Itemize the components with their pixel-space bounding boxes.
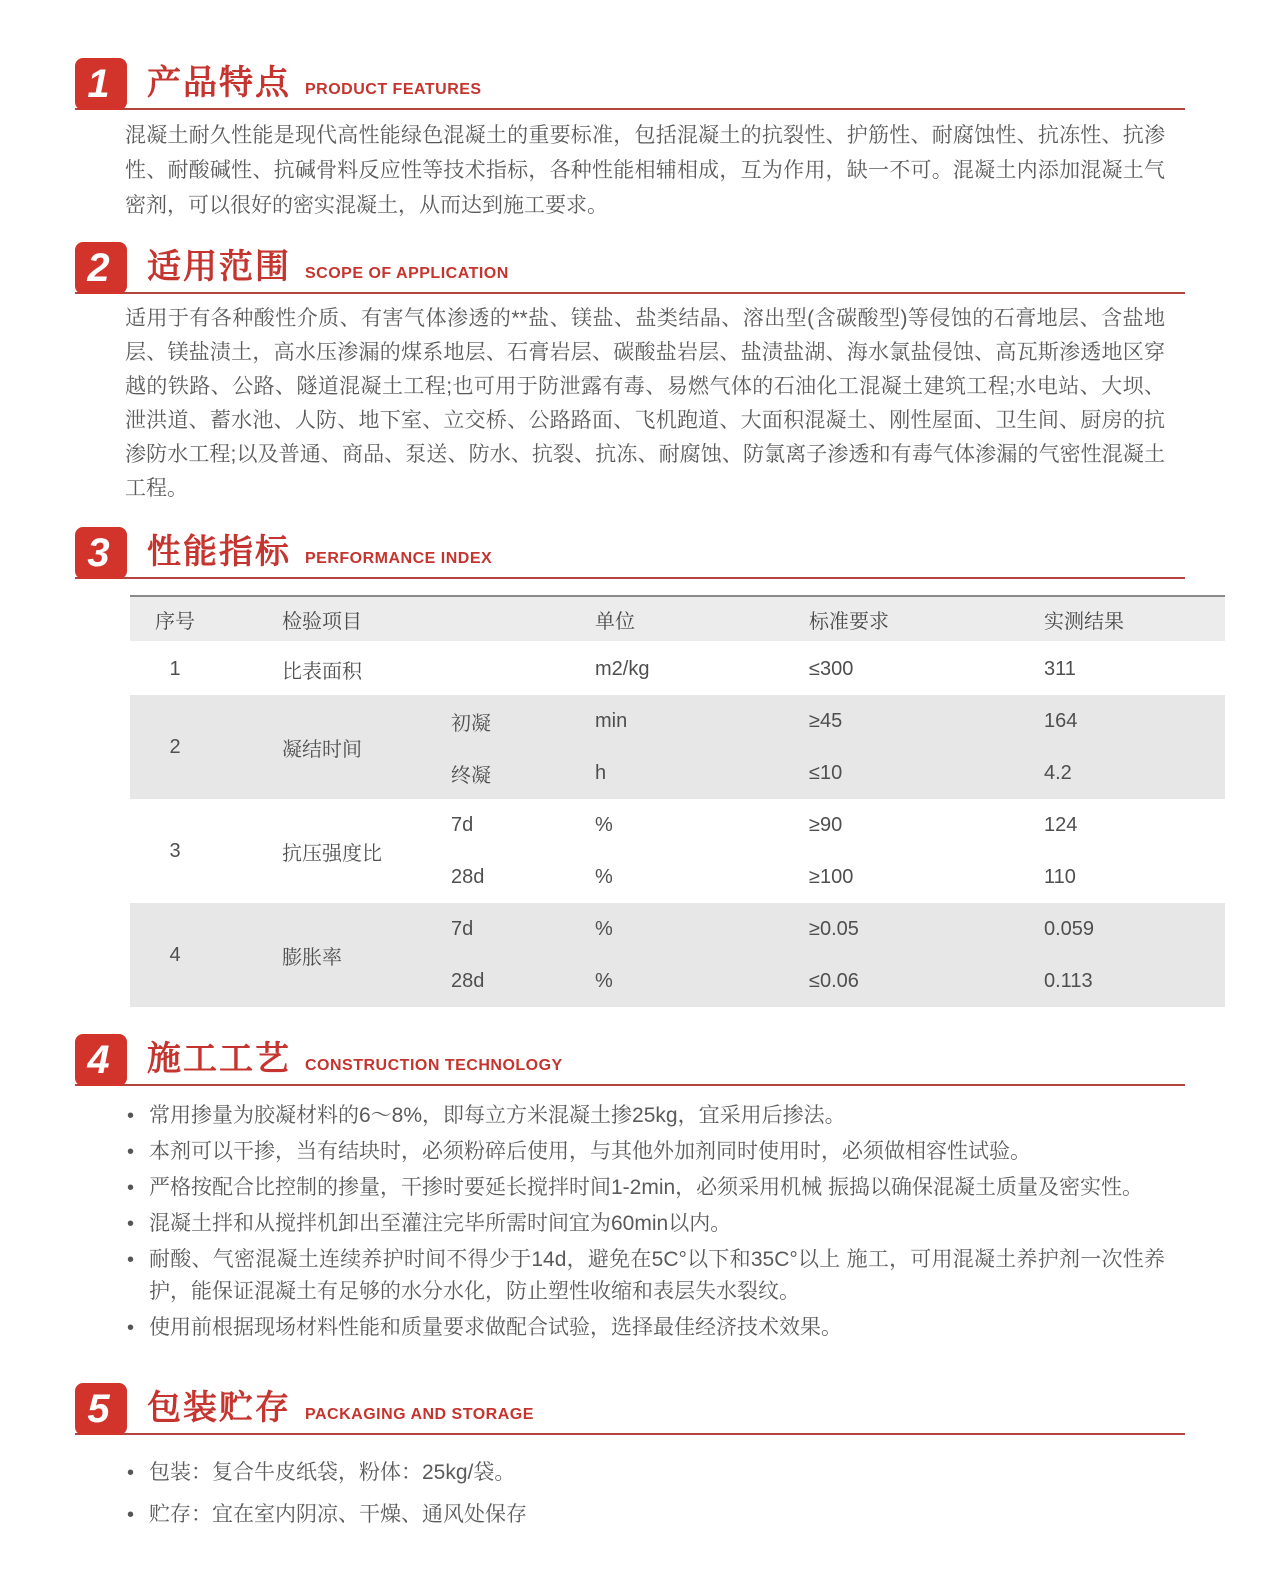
section-performance-index <box>75 524 1185 1007</box>
section-number-badge <box>75 242 127 294</box>
bullet-icon: • <box>127 1141 135 1163</box>
cell-sub: 初凝 <box>445 695 585 747</box>
col-header-result: 实测结果 <box>1000 596 1225 642</box>
cell-unit: % <box>595 813 613 836</box>
section-paragraph: 适用于有各种酸性介质、有害气体渗透的**盐、镁盐、盐类结晶、溶出型(含碳酸型)等侵蚀的石膏地层、含盐地层、镁盐渍土，高水压渗漏的煤系地层、石膏岩层、碳酸盐岩层、盐渍盐湖、海水氯盐侵蚀、高瓦斯渗透地区穿越的铁路、公路、隧道混凝土工程;也可用于防泄露有毒、易燃气体的石油化工混凝土建筑工程;水电站、大坝、泄洪道、蓄水池、人防、地下室、立交桥、公路路面、飞机跑道、大面积混凝土、刚性屋面、卫生间、厨房的抗渗防水工程;以及普通、商品、泵送、防水、抗裂、抗冻、耐腐蚀、防氯离子渗透和有毒气体渗漏的气密性混凝土工程。 <box>125 307 1165 500</box>
cell-item: 凝结时间 <box>220 695 445 799</box>
section-titles <box>147 524 492 577</box>
section-titles <box>147 239 509 292</box>
table-row <box>130 642 1225 695</box>
list-item <box>127 1455 1165 1491</box>
section-title-zh: 施工工艺 <box>147 1040 291 1078</box>
performance-table <box>130 595 1225 1007</box>
section-construction-technology <box>75 1031 1185 1344</box>
section-number-badge <box>75 1034 127 1086</box>
cell-unit: % <box>595 865 613 888</box>
cell-req: ≤0.06 <box>765 955 1000 1007</box>
section-title-en: PERFORMANCE INDEX <box>305 550 493 567</box>
bullet-text: 严格按配合比控制的掺量，干掺时要延长搅拌时间1-2min，必须采用机械 振捣以确保混凝土质量及密实性。 <box>149 1176 1144 1199</box>
cell-sub: 28d <box>445 955 585 1007</box>
section-heading <box>75 55 1185 110</box>
section-heading <box>75 239 1185 294</box>
section-number: 1 <box>87 62 110 106</box>
table-header-row <box>130 596 1225 642</box>
section-packaging-storage <box>75 1380 1185 1533</box>
cell-req: ≥0.05 <box>765 903 1000 955</box>
bullet-text: 贮存：宜在室内阴凉、干燥、通风处保存 <box>149 1503 527 1526</box>
cell-seq: 3 <box>169 839 181 862</box>
cell-unit: h <box>585 747 765 799</box>
cell-req: ≤10 <box>765 747 1000 799</box>
cell-sub: 28d <box>451 865 485 888</box>
section-number-badge <box>75 58 127 110</box>
cell-req: ≥45 <box>765 695 1000 747</box>
section-title-zh: 性能指标 <box>147 533 291 571</box>
cell-result: 0.113 <box>1000 955 1225 1007</box>
cell-req: ≥100 <box>809 865 854 888</box>
cell-seq: 1 <box>169 657 181 680</box>
cell-result: 311 <box>1044 657 1076 680</box>
bullet-list <box>127 1100 1165 1344</box>
cell-result: 4.2 <box>1000 747 1225 799</box>
col-header-item: 检验项目 <box>220 596 585 642</box>
section-number: 5 <box>87 1387 110 1431</box>
cell-unit: m2/kg <box>595 657 650 680</box>
bullet-text: 常用掺量为胶凝材料的6～8%，即每立方米混凝土掺25kg，宜采用后掺法。 <box>149 1104 846 1127</box>
col-header-unit: 单位 <box>585 596 765 642</box>
cell-sub: 7d <box>445 903 585 955</box>
cell-item: 膨胀率 <box>220 903 445 1007</box>
section-title-en: PRODUCT FEATURES <box>305 81 482 98</box>
section-title-en: SCOPE OF APPLICATION <box>305 265 509 282</box>
bullet-icon: • <box>127 1504 135 1526</box>
cell-req: ≤300 <box>809 657 854 680</box>
section-number: 2 <box>87 246 110 290</box>
section-heading <box>75 1380 1185 1435</box>
cell-seq: 2 <box>130 695 220 799</box>
section-title-en: PACKAGING AND STORAGE <box>305 1406 534 1423</box>
section-titles <box>147 55 482 108</box>
list-item <box>127 1172 1165 1204</box>
cell-unit: % <box>585 903 765 955</box>
section-title-en: CONSTRUCTION TECHNOLOGY <box>305 1057 563 1074</box>
list-item <box>127 1100 1165 1132</box>
cell-result: 124 <box>1044 813 1078 836</box>
section-number: 3 <box>87 531 110 575</box>
list-item <box>127 1136 1165 1168</box>
bullet-text: 混凝土拌和从搅拌机卸出至灌注完毕所需时间宜为60min以内。 <box>149 1212 732 1235</box>
bullet-text: 包装：复合牛皮纸袋，粉体：25kg/袋。 <box>149 1461 516 1484</box>
list-item <box>127 1497 1165 1533</box>
table-row <box>130 695 1225 799</box>
section-scope-of-application <box>75 239 1185 506</box>
section-heading <box>75 1031 1185 1086</box>
bullet-icon: • <box>127 1213 135 1235</box>
section-paragraph: 混凝土耐久性能是现代高性能绿色混凝土的重要标准，包括混凝土的抗裂性、护筋性、耐腐蚀性、抗冻性、抗渗性、耐酸碱性、抗碱骨料反应性等技术指标，各种性能相辅相成，互为作用，缺一不可。混凝土内添加混凝土气密剂，可以很好的密实混凝土，从而达到施工要求。 <box>125 124 1165 217</box>
cell-item: 抗压强度比 <box>282 842 382 865</box>
cell-sub: 7d <box>451 813 474 836</box>
col-header-req: 标准要求 <box>765 596 1000 642</box>
cell-sub: 终凝 <box>445 747 585 799</box>
section-title-zh: 适用范围 <box>147 248 291 286</box>
cell-seq: 4 <box>130 903 220 1007</box>
bullet-icon: • <box>127 1462 135 1484</box>
section-product-features <box>75 55 1185 223</box>
section-titles <box>147 1380 534 1433</box>
list-item <box>127 1244 1165 1308</box>
cell-result: 0.059 <box>1000 903 1225 955</box>
cell-unit: % <box>585 955 765 1007</box>
list-item <box>127 1312 1165 1344</box>
section-title-zh: 包装贮存 <box>147 1389 291 1427</box>
section-number-badge <box>75 1383 127 1435</box>
bullet-list <box>127 1455 1165 1533</box>
list-item <box>127 1208 1165 1240</box>
table-row <box>130 903 1225 1007</box>
bullet-text: 使用前根据现场材料性能和质量要求做配合试验，选择最佳经济技术效果。 <box>149 1316 842 1339</box>
bullet-icon: • <box>127 1249 135 1271</box>
cell-unit: min <box>585 695 765 747</box>
cell-item: 比表面积 <box>282 660 362 683</box>
cell-result: 110 <box>1044 865 1076 888</box>
section-titles <box>147 1031 563 1084</box>
bullet-text: 耐酸、气密混凝土连续养护时间不得少于14d，避免在5C°以下和35C°以上 施工，可用混凝土养护剂一次性养护，能保证混凝土有足够的水分水化，防止塑性收缩和表层失水裂纹。 <box>149 1248 1165 1303</box>
table-row <box>130 799 1225 903</box>
bullet-icon: • <box>127 1317 135 1339</box>
section-heading <box>75 524 1185 579</box>
cell-req: ≥90 <box>809 813 843 836</box>
cell-result: 164 <box>1000 695 1225 747</box>
section-number-badge <box>75 527 127 579</box>
col-header-seq: 序号 <box>130 596 220 642</box>
bullet-text: 本剂可以干掺，当有结块时，必须粉碎后使用，与其他外加剂同时使用时，必须做相容性试验。 <box>149 1140 1031 1163</box>
section-number: 4 <box>87 1038 110 1082</box>
bullet-icon: • <box>127 1105 135 1127</box>
bullet-icon: • <box>127 1177 135 1199</box>
section-title-zh: 产品特点 <box>147 64 291 102</box>
